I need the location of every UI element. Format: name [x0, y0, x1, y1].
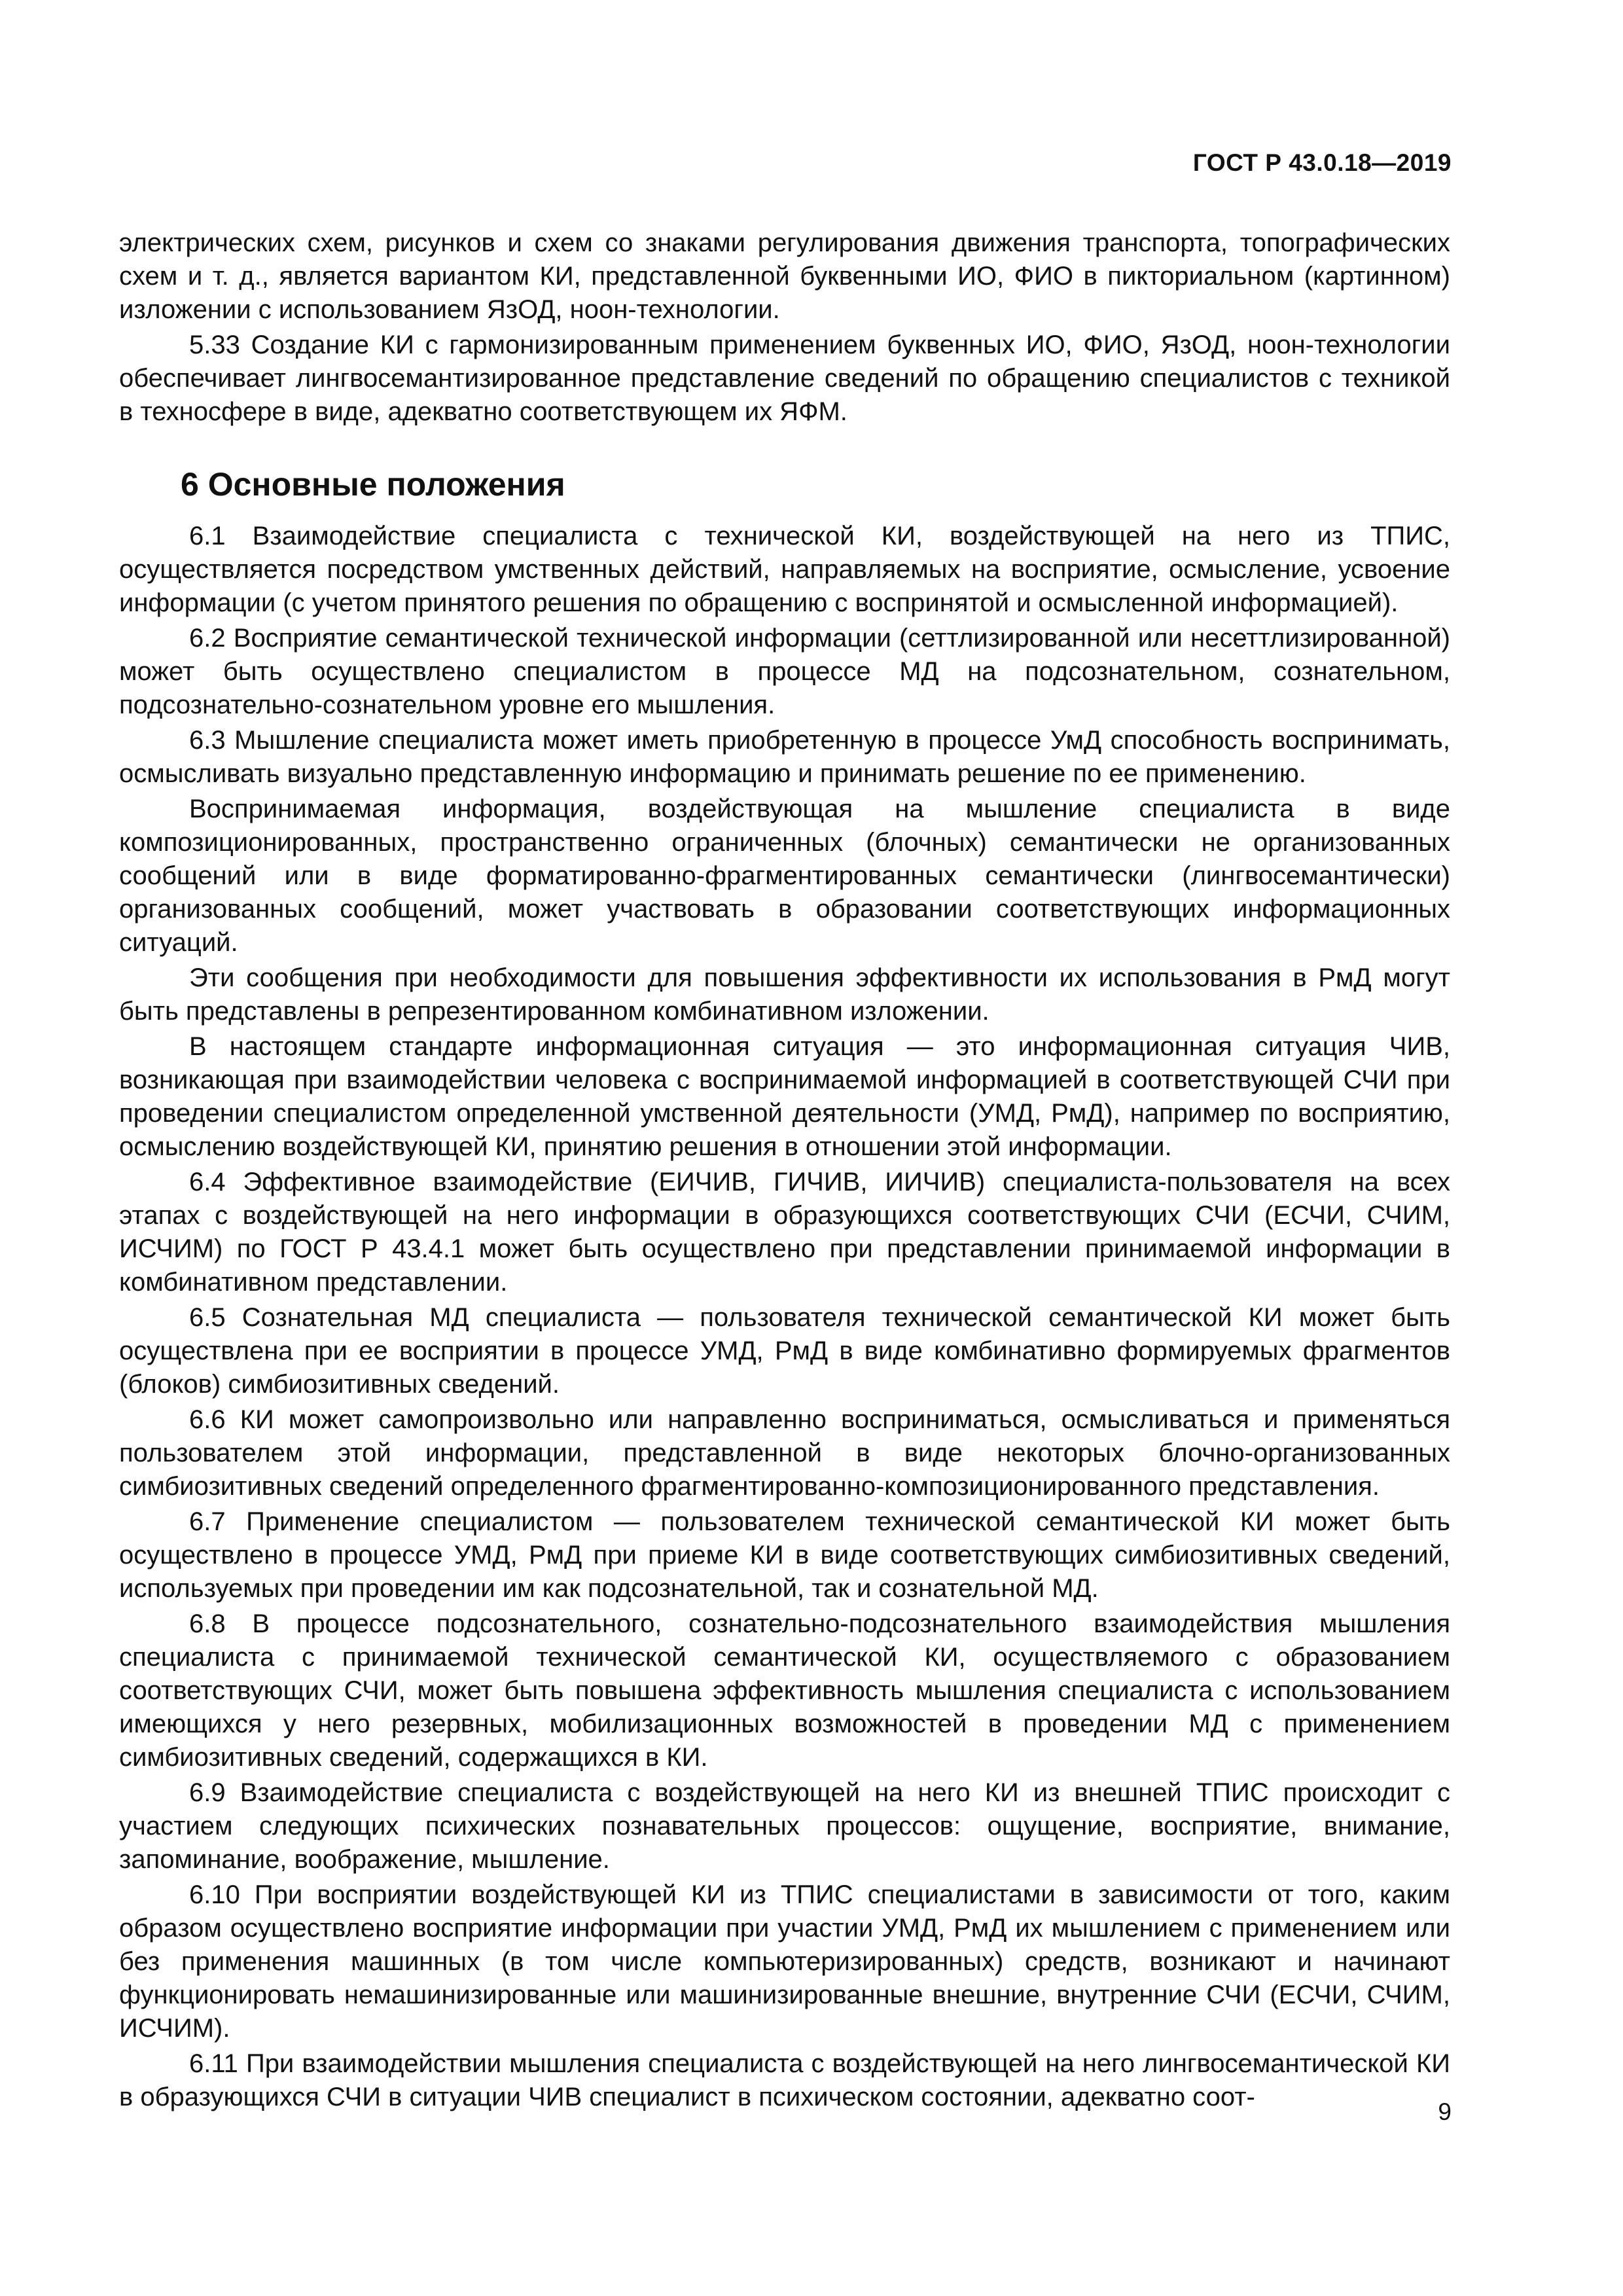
document-body [119, 226, 1450, 2116]
paragraph-6-7: 6.7 Применение специалистом — пользователем технической семантической КИ может быть осуществлено в процессе УМД, РмД при приеме КИ в виде соответствующих симбиозитивных сведений, используемых при проведении им как подсознательной, так и сознательной МД. [119, 1507, 1450, 1603]
section-heading: 6 Основные положения [181, 466, 565, 503]
paragraph-6-6: 6.6 КИ может самопроизвольно или направленно восприниматься, осмысливаться и применяться пользователем этой информации, представленной в виде некоторых блочно-организованных симбиозитивных сведений определенного фрагментированно-композиционированного представления. [119, 1405, 1450, 1501]
paragraph-6-2: 6.2 Восприятие семантической технической информации (сеттлизированной или несеттлизированной) может быть осуществлено специалистом в процессе МД на подсознательном, сознательном, подсознательно-сознательном уровне его мышления. [119, 624, 1450, 719]
paragraph-6-4: 6.4 Эффективное взаимодействие (ЕИЧИВ, ГИЧИВ, ИИЧИВ) специалиста-пользователя на всех этапах с воздействующей на него информации в образующихся соответствующих СЧИ (ЕСЧИ, СЧИМ, ИСЧИМ) по ГОСТ Р 43.4.1 может быть осуществлено при представлении принимаемой информации в комбинативном представлении. [119, 1168, 1450, 1297]
paragraph-6-3-definition: В настоящем стандарте информационная ситуация — это информационная ситуация ЧИВ, возникающая при взаимодействии человека с воспринимаемой информацией в соответствующей СЧИ при проведении специалистом определенной умственной деятельности (УМД, РмД), например по восприятию, осмыслению воздействующей КИ, принятию решения в отношении этой информации. [119, 1032, 1450, 1161]
paragraph-6-11: 6.11 При взаимодействии мышления специалиста с воздействующей на него лингвосемантической КИ в образующихся СЧИ в ситуации ЧИВ специалист в психическом состоянии, адекватно соот- [119, 2049, 1450, 2111]
paragraph-6-8: 6.8 В процессе подсознательного, сознательно-подсознательного взаимодействия мышления специалиста с принимаемой технической семантической КИ, осуществляемого с образованием соответствующих СЧИ, может быть повышена эффективность мышления специалиста с использованием имеющихся у него резервных, мобилизационных возможностей в проведении МД с применением симбиозитивных сведений, содержащихся в КИ. [119, 1609, 1450, 1772]
paragraph-6-10: 6.10 При восприятии воздействующей КИ из ТПИС специалистами в зависимости от того, каким образом осуществлено восприятие информации при участии УМД, РмД их мышлением с применением или без применения машинных (в том числе компьютеризированных) средств, возникают и начинают функционировать немашинизированные или машинизированные внешние, внутренние СЧИ (ЕСЧИ, СЧИМ, ИСЧИМ). [119, 1880, 1450, 2043]
paragraph-5-33: 5.33 Создание КИ с гармонизированным применением буквенных ИО, ФИО, ЯзОД, ноон-технологии обеспечивает лингвосемантизированное представление сведений по обращению специалистов с техникой в техносфере в виде, адекватно соответствующем их ЯФМ. [119, 331, 1450, 426]
paragraph-6-3-perceived-info: Воспринимаемая информация, воздействующая на мышление специалиста в виде композиционированных, пространственно ограниченных (блочных) семантически не организованных сообщений или в виде форматированно-фрагментированных семантически (лингвосемантически) организованных сообщений, может участвовать в образовании соответствующих информационных ситуаций. [119, 795, 1450, 957]
paragraph-6-9: 6.9 Взаимодействие специалиста с воздействующей на него КИ из внешней ТПИС происходит с участием следующих психических познавательных процессов: ощущение, восприятие, внимание, запоминание, воображение, мышление. [119, 1778, 1450, 1874]
page-number: 9 [1438, 2098, 1452, 2125]
paragraph-6-3-messages: Эти сообщения при необходимости для повышения эффективности их использования в РмД могут быть представлены в репрезентированном комбинативном изложении. [119, 963, 1450, 1026]
document-code-header: ГОСТ Р 43.0.18—2019 [1192, 149, 1452, 176]
paragraph-6-3: 6.3 Мышление специалиста может иметь приобретенную в процессе УмД способность воспринимать, осмысливать визуально представленную информацию и принимать решение по ее применению. [119, 726, 1450, 788]
paragraph-6-5: 6.5 Сознательная МД специалиста — пользователя технической семантической КИ может быть осуществлена при ее восприятии в процессе УМД, РмД в виде комбинативно формируемых фрагментов (блоков) симбиозитивных сведений. [119, 1303, 1450, 1399]
paragraph-6-1: 6.1 Взаимодействие специалиста с технической КИ, воздействующей на него из ТПИС, осуществляется посредством умственных действий, направляемых на восприятие, осмысление, усвоение информации (с учетом принятого решения по обращению с воспринятой и осмысленной информацией). [119, 522, 1450, 617]
paragraph-continuation: электрических схем, рисунков и схем со знаками регулирования движения транспорта, топографических схем и т. д., является вариантом КИ, представленной буквенными ИО, ФИО в пикториальном (картинном) изложении с использованием ЯзОД, ноон-технологии. [119, 228, 1450, 324]
